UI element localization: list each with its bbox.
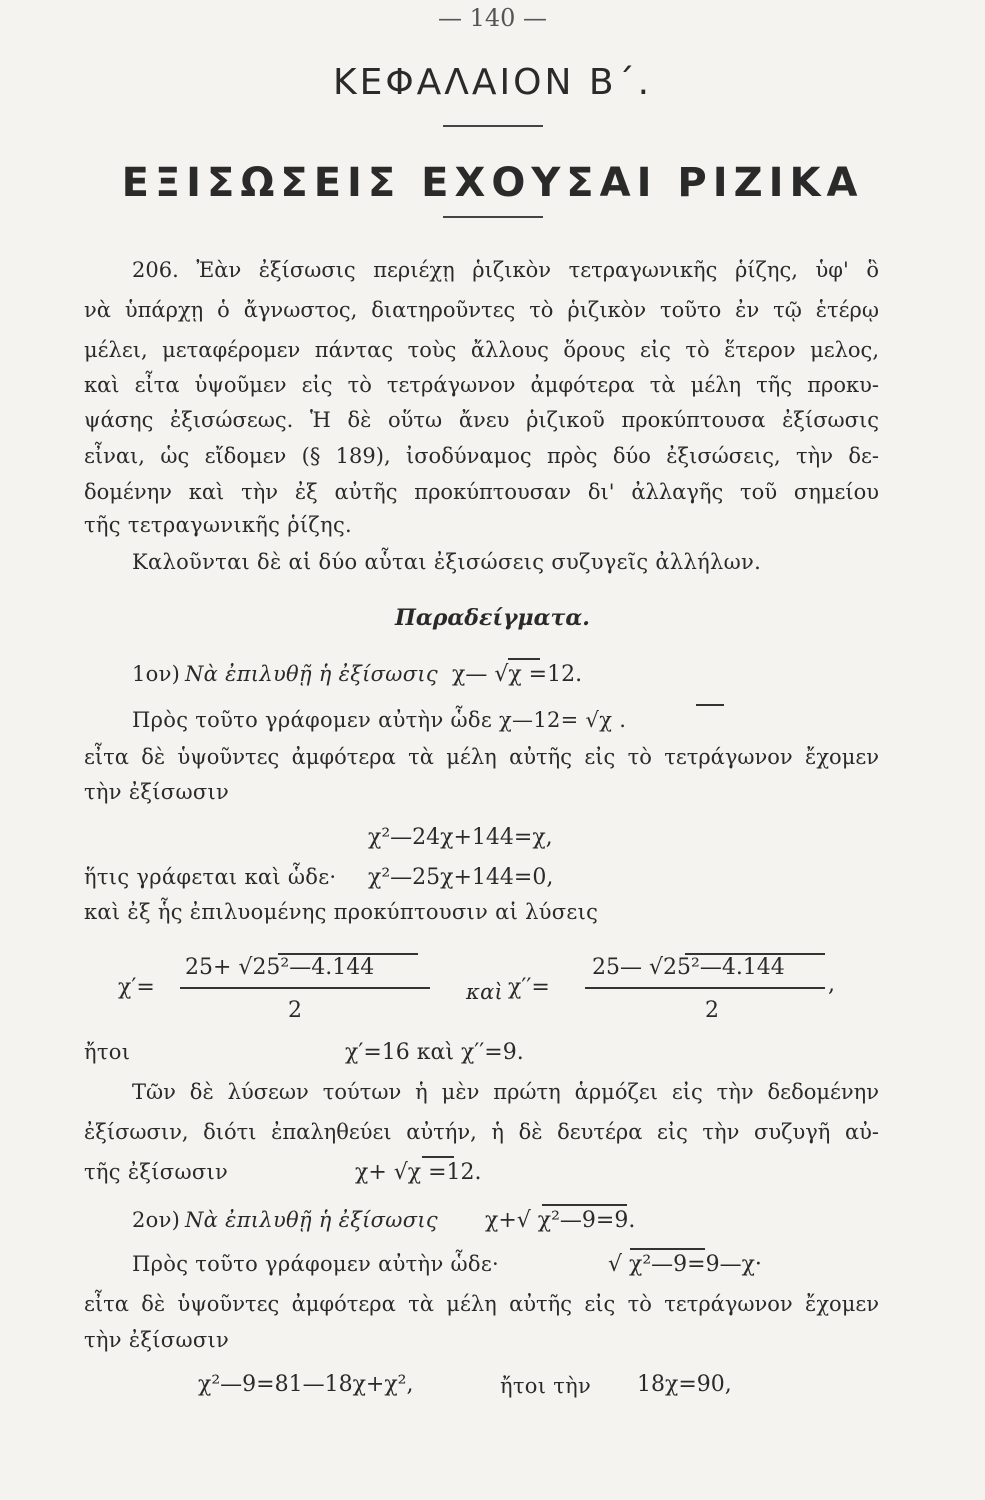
example-2-radical-bar-2: [630, 1248, 705, 1250]
para-206-line-6: εἶναι, ὡς εἴδομεν (§ 189), ἰσοδύναμος πρὸς δύο ἐξισώσεις, τὴν δε-: [84, 444, 879, 468]
and-word: καὶ: [466, 980, 504, 1004]
chapter-rule: [443, 125, 543, 127]
title-rule: [443, 216, 543, 218]
example-1-radical-bar: [508, 658, 540, 660]
examples-heading: Παραδείγματα.: [395, 605, 590, 631]
para-206-line-7: δομένην καὶ τὴν ἐξ αὐτῆς προκύπτουσαν δι' ἀλλαγῆς τοῦ σημείου: [84, 480, 879, 504]
x2-radical-bar: [685, 953, 825, 955]
x2-denominator: 2: [705, 998, 719, 1023]
example-2-line-1: Πρὸς τοῦτο γράφομεν αὐτὴν ὧδε·: [132, 1252, 500, 1276]
conjugate-radical-bar: [422, 1156, 454, 1158]
example-1-radical-bar-2: [696, 704, 724, 706]
example-1-line-8: τῆς ἐξίσωσιν: [84, 1160, 229, 1184]
example-1-label: 1ον): [132, 662, 181, 686]
para-206-line-3: μέλει, μεταφέρομεν πάντας τοὺς ἄλλους ὅρους εἰς τὸ ἕτερον μελος,: [84, 338, 879, 362]
fraction-comma: ,: [828, 972, 835, 997]
example-2-label: 2ον): [132, 1208, 181, 1232]
x1-numerator: 25+ √25²—4.144: [185, 955, 375, 980]
example-1-line-3: τὴν ἐξίσωσιν: [84, 780, 230, 804]
example-2-line-2: εἶτα δὲ ὑψοῦντες ἀμφότερα τὰ μέλη αὐτῆς εἰς τὸ τετράγωνον ἔχομεν: [84, 1292, 879, 1316]
example-2-line-3: τὴν ἐξίσωσιν: [84, 1328, 230, 1352]
example-1-line-7: ἐξίσωσιν, διότι ἐπαληθεύει αὐτήν, ἡ δὲ δευτέρα εἰς τὴν συζυγῆ αὐ-: [84, 1120, 879, 1144]
x2-lhs: χ′′=: [508, 975, 550, 1000]
para-206-line-5: ψάσης ἐξισώσεως. Ἡ δὲ οὕτω ἄνευ ῥιζικοῦ προκύπτουσα ἐξίσωσις: [84, 408, 879, 432]
para-206-line-8: τῆς τετραγωνικῆς ῥίζης.: [84, 513, 352, 537]
x2-numerator: 25— √25²—4.144: [592, 955, 785, 980]
results-line: χ′=16 καὶ χ′′=9.: [345, 1040, 524, 1065]
etoi-ten: ἤτοι τὴν: [500, 1374, 592, 1398]
etoi-word: ἤτοι: [84, 1040, 131, 1064]
example-1-equation: χ— √χ =12.: [452, 662, 583, 687]
x1-fraction-bar: [180, 987, 430, 989]
x2-fraction-bar: [585, 987, 825, 989]
example-1-line-4: ἥτις γράφεται καὶ ὧδε·: [84, 865, 337, 889]
example-1-line-2: εἶτα δὲ ὑψοῦντες ἀμφότερα τὰ μέλη αὐτῆς εἰς τὸ τετράγωνον ἔχομεν: [84, 745, 879, 769]
page-number: — 140 —: [437, 4, 548, 32]
chapter-heading: ΚΕΦΑΛΑΙΟΝ Β΄.: [332, 62, 653, 103]
equation-c: χ²—9=81—18χ+χ²,: [198, 1372, 414, 1397]
example-1-line-5: καὶ ἐξ ἧς ἐπιλυομένης προκύπτουσιν αἱ λύσεις: [84, 900, 599, 924]
para-206-line-2: νὰ ὑπάρχῃ ὁ ἄγνωστος, διατηροῦντες τὸ ῥιζικὸν τοῦτο ἐν τῷ ἑτέρῳ: [84, 298, 879, 322]
section-title: ΕΞΙΣΩΣΕΙΣ ΕΧΟΥΣΑΙ ΡΙΖΙΚΑ: [121, 160, 864, 206]
conjugates-sentence: Καλοῦνται δὲ αἱ δύο αὗται ἐξισώσεις συζυγεῖς ἀλλήλων.: [132, 550, 762, 574]
example-1-line-6: Τῶν δὲ λύσεων τούτων ἡ μὲν πρώτη ἁρμόζει εἰς τὴν δεδομένην: [132, 1080, 879, 1104]
example-2-task: Νὰ ἐπιλυθῇ ἡ ἐξίσωσις: [185, 1208, 438, 1232]
equation-d: 18χ=90,: [637, 1372, 732, 1397]
conjugate-equation: χ+ √χ =12.: [355, 1160, 482, 1185]
example-1-line-1: Πρὸς τοῦτο γράφομεν αὐτὴν ὧδε χ—12= √χ .: [132, 708, 627, 732]
x1-radical-bar: [278, 953, 418, 955]
equation-a: χ²—24χ+144=χ,: [368, 825, 553, 850]
example-2-radical-bar: [542, 1204, 627, 1206]
example-2-equation: χ+√ χ²—9=9.: [485, 1208, 636, 1233]
example-1-task: Νὰ ἐπιλυθῇ ἡ ἐξίσωσις: [185, 662, 438, 686]
x1-lhs: χ′=: [118, 975, 155, 1000]
x1-denominator: 2: [288, 998, 302, 1023]
para-206-line-1: 206. Ἐὰν ἐξίσωσις περιέχῃ ῥιζικὸν τετραγωνικῆς ῥίζης, ὑφ' ὃ: [132, 258, 879, 282]
equation-b: χ²—25χ+144=0,: [368, 865, 554, 890]
para-206-line-4: καὶ εἶτα ὑψοῦμεν εἰς τὸ τετράγωνον ἀμφότερα τὰ μέλη τῆς προκυ-: [84, 373, 879, 397]
example-2-line-1-equation: √ χ²—9=9—χ·: [608, 1252, 762, 1277]
